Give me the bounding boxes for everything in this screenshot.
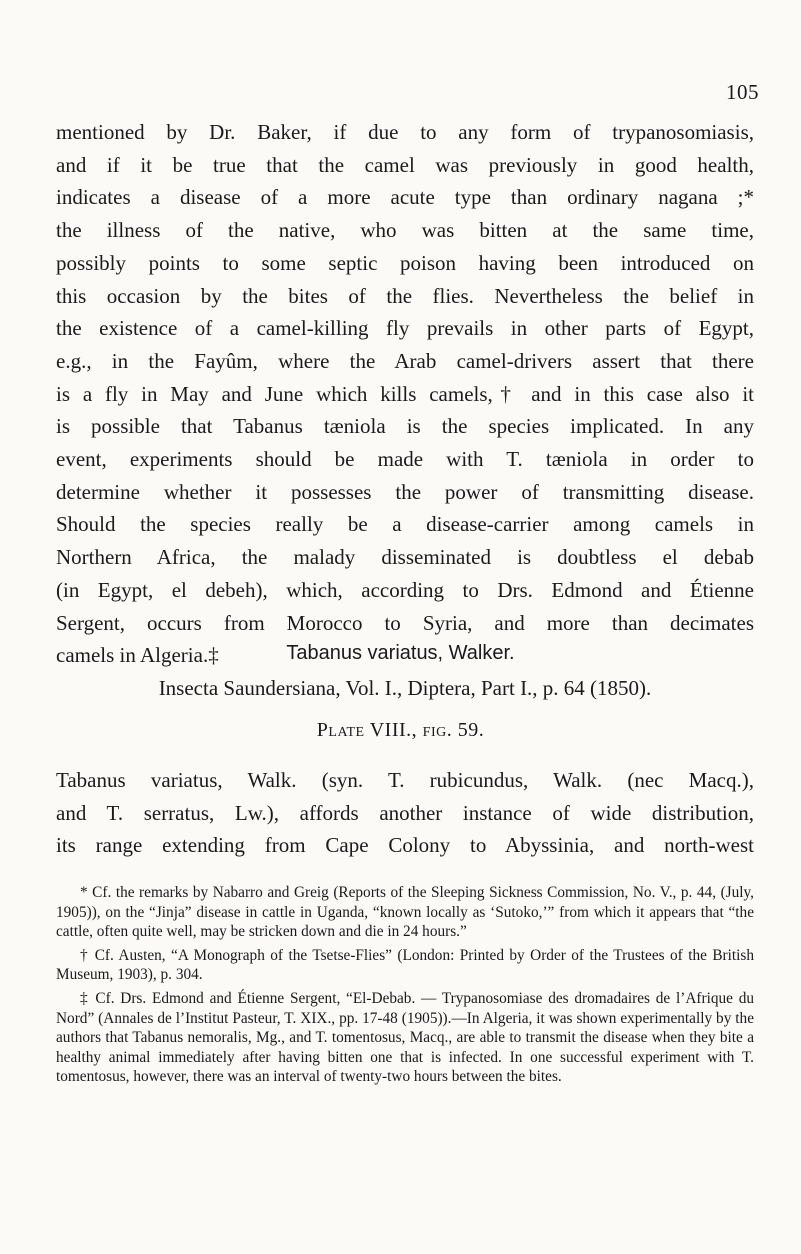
- text-line: e.g., in the Fayûm, where the Arab camel-drivers assert that there: [56, 348, 754, 373]
- text-line: and if it be true that the camel was previously in good health,: [56, 152, 754, 177]
- text-line: and T. serratus, Lw.), affords another instance of wide distribution,: [56, 800, 754, 825]
- footnote-dagger: † Cf. Austen, “A Monograph of the Tsetse-Flies” (London: Printed by Order of the Trustees of the British Museum, 1903), p. 304.: [56, 946, 754, 984]
- footnotes: [56, 883, 754, 1091]
- footnote-double-dagger: ‡ Cf. Drs. Edmond and Étienne Sergent, “El-Debab. — Trypanosomiase des dromadaires de l’Afrique du Nord” (Annales de l’Institut Pasteur, T. XIX., pp. 17-48 (1905)).—In Algeria, it was shown experimentally by the authors that Tabanus nemoralis, Mg., and T. tomentosus, Macq., are able to transmit the disease when they bite a healthy animal immediately after having bitten one that is infected. In one successful experiment with T. tomentosus, however, there was an interval of twenty-two hours between the bites.: [56, 989, 754, 1086]
- text-line: possibly points to some septic poison having been introduced on: [56, 250, 754, 275]
- species-heading: Tabanus variatus, Walker.: [286, 642, 515, 664]
- species-paragraph: [56, 764, 754, 862]
- plate-reference: Plate VIII., fig. 59.: [316, 719, 485, 741]
- text-line: Tabanus variatus, Walk. (syn. T. rubicundus, Walk. (nec Macq.),: [56, 768, 754, 792]
- text-line: its range extending from Cape Colony to Abyssinia, and north-west: [56, 833, 754, 858]
- text-line: Northern Africa, the malady disseminated is doubtless el debab: [56, 545, 754, 570]
- text-line: the existence of a camel-killing fly prevails in other parts of Egypt,: [56, 316, 754, 341]
- text-line: this occasion by the bites of the flies. Nevertheless the belief in: [56, 283, 754, 308]
- main-paragraph: [56, 116, 754, 672]
- text-line: determine whether it possesses the power of transmitting disease.: [56, 479, 754, 504]
- text-line: is a fly in May and June which kills camels,† and in this case also it: [56, 381, 754, 406]
- footnote-star: * Cf. the remarks by Nabarro and Greig (Reports of the Sleeping Sickness Commission, No. V., p. 44, (July, 1905)), on the “Jinja” disease in cattle in Uganda, “known locally as ‘Sutoko,’” from which it appears that “the cattle, often quite well, may be stricken down and die in 24 hours.”: [56, 884, 754, 941]
- text-line: Sergent, occurs from Morocco to Syria, and more than decimates: [56, 610, 754, 635]
- text-line: the illness of the native, who was bitten at the same time,: [56, 218, 754, 243]
- text-line: Should the species really be a disease-carrier among camels in: [56, 512, 754, 537]
- text-line: (in Egypt, el debeh), which, according to Drs. Edmond and Étienne: [56, 577, 754, 602]
- text-line: event, experiments should be made with T. tæniola in order to: [56, 447, 754, 472]
- text-line: mentioned by Dr. Baker, if due to any form of trypanosomiasis,: [56, 120, 754, 144]
- species-reference: Insecta Saundersiana, Vol. I., Diptera, Part I., p. 64 (1850).: [158, 676, 652, 700]
- text-line: camels in Algeria.‡: [56, 643, 219, 668]
- page-number: 105: [726, 80, 759, 104]
- text-line: is possible that Tabanus tæniola is the species implicated. In any: [56, 414, 754, 439]
- text-line: indicates a disease of a more acute type than ordinary nagana ;*: [56, 185, 754, 210]
